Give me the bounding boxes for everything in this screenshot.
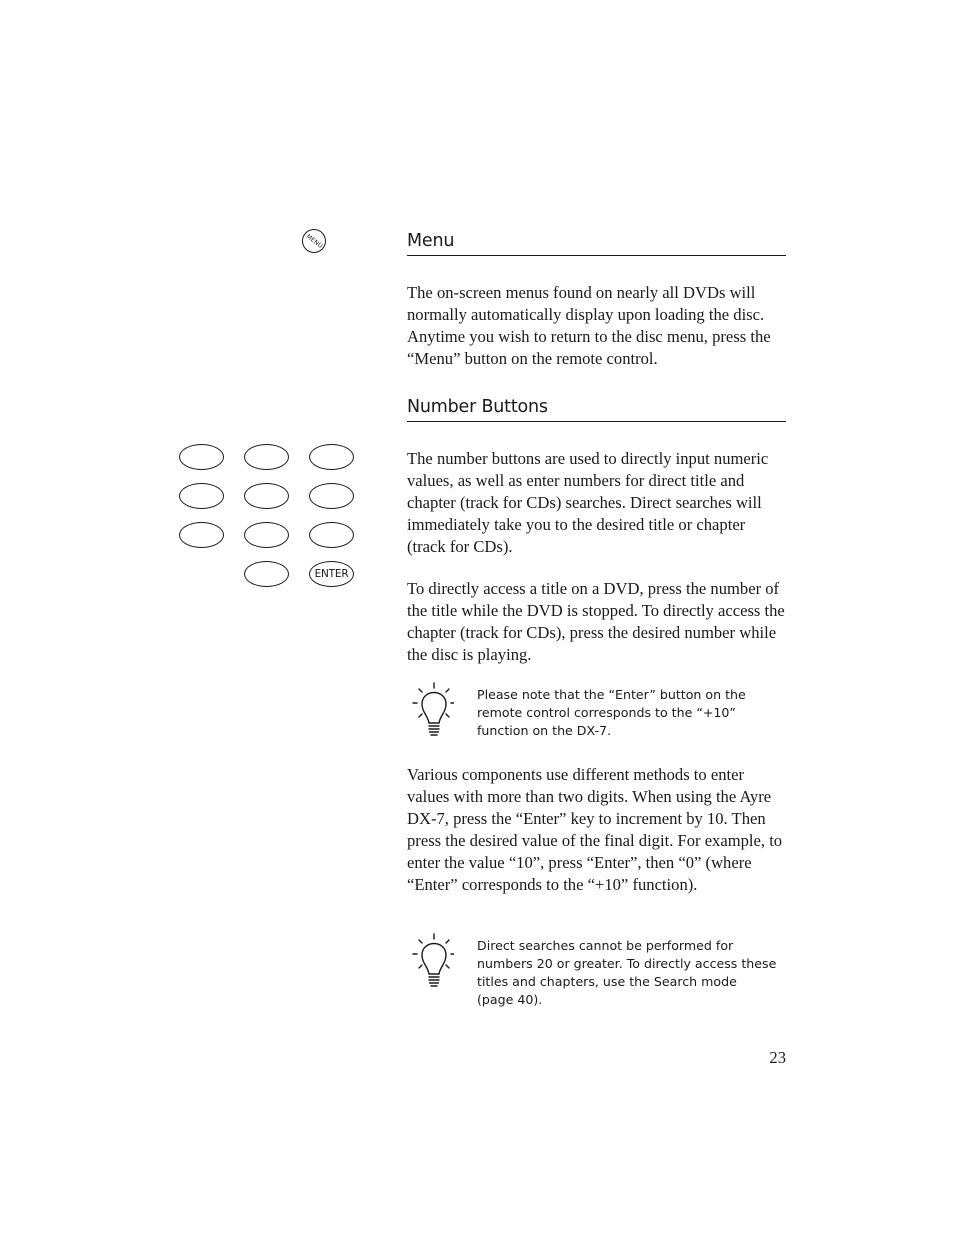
menu-body: The on-screen menus found on nearly all DVDs will normally automatically display upon loading the disc. Anytime you wish to return to the disc menu, press the “Menu” button on the remote control. — [407, 283, 771, 368]
keypad-key — [179, 444, 224, 470]
lightbulb-icon — [410, 933, 454, 991]
note-2: Direct searches cannot be performed for numbers 20 or greater. To directly access these titles and chapters, use the Search mode (page 40). — [477, 938, 777, 1007]
menu-heading: Menu — [407, 231, 786, 256]
number-body-2: To directly access a title on a DVD, press the number of the title while the DVD is stopped. To directly access the chapter (track for CDs), press the desired number while the disc is playing. — [407, 579, 785, 664]
number-body-3: Various components use different methods to enter values with more than two digits. When using the Ayre DX-7, press the “Enter” key to increment by 10. Then press the desired value of the final digit. For example, to enter the value “10”, press “Enter”, then “0” (where “Enter” corresponds to the “+10” function). — [407, 765, 783, 894]
keypad-key — [179, 483, 224, 509]
number-body-1: The number buttons are used to directly input numeric values, as well as enter numbers for direct title and chapter (track for CDs) searches. Direct searches will immediately take you to the desired title or chapter (track for CDs). — [407, 449, 769, 556]
enter-key — [309, 561, 354, 587]
keypad-key — [309, 444, 354, 470]
keypad-key — [244, 483, 289, 509]
keypad-key — [244, 561, 289, 587]
keypad-key — [309, 522, 354, 548]
menu-button-label: MENU — [304, 232, 324, 250]
enter-key-label: ENTER — [314, 568, 349, 580]
note-1: Please note that the “Enter” button on the remote control corresponds to the “+10” function on the DX-7. — [477, 687, 746, 738]
menu-button-illustration — [302, 229, 326, 253]
number-buttons-heading: Number Buttons — [407, 397, 786, 422]
keypad-key — [179, 522, 224, 548]
keypad-key — [309, 483, 354, 509]
lightbulb-icon — [410, 682, 454, 740]
page-number: 23 — [769, 1048, 786, 1067]
keypad-key — [244, 444, 289, 470]
keypad-key — [244, 522, 289, 548]
